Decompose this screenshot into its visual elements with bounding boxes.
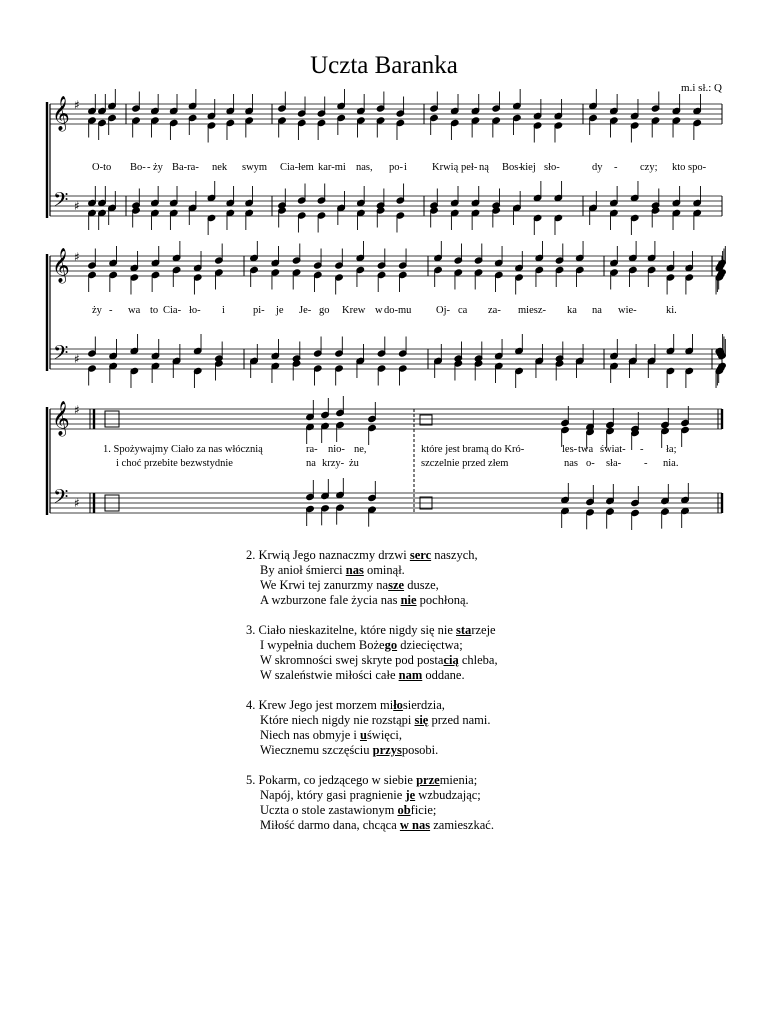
bass-clef-icon: 𝄢 <box>53 341 69 369</box>
verse-text: oddane. <box>422 668 465 682</box>
refrain-syllable: les- <box>562 444 578 455</box>
stanza-line <box>246 818 498 833</box>
refrain-syllable: które jest bramą do Kró- <box>421 444 525 455</box>
sharp-icon: ♯ <box>74 496 80 510</box>
page-title: Uczta Baranka <box>310 52 458 79</box>
lyric-syllable: ło- <box>189 305 201 316</box>
emphasized-syllable: ob <box>397 803 411 817</box>
lyric-syllable: i <box>404 162 407 173</box>
sharp-icon: ♯ <box>74 352 80 366</box>
stanza-number: 2. <box>246 548 259 562</box>
bass-clef-icon: 𝄢 <box>53 485 69 513</box>
lyric-syllable: Krew <box>342 305 366 316</box>
lyric-syllable: Cia-łem <box>280 162 314 173</box>
emphasized-syllable: nie <box>400 593 417 607</box>
refrain-syllable: - <box>644 458 648 469</box>
lyric-syllable: nek <box>212 162 228 173</box>
stanza-line <box>246 593 498 608</box>
lyric-syllable: - <box>147 162 151 173</box>
lyric-syllable: nas, <box>356 162 373 173</box>
refrain-syllable: żu <box>349 458 359 469</box>
verse-text: posobi. <box>401 743 439 757</box>
lyric-syllable: ki. <box>666 305 677 316</box>
lyric-syllable: peł- <box>461 162 478 173</box>
verse-text: sierdzia, <box>402 698 445 712</box>
verse-text: Wiecznemu szczęściu <box>260 743 373 757</box>
verse-text: rzeje <box>471 623 496 637</box>
verse-text: Niech nas obmyje i <box>260 728 360 742</box>
bass-clef-icon: 𝄢 <box>53 188 69 216</box>
stanza-line <box>246 668 498 683</box>
lyric-syllable: Je- <box>299 305 312 316</box>
lyric-syllable: kar-mi <box>318 162 346 173</box>
lyric-syllable: w <box>375 305 383 316</box>
stanza-line <box>246 623 498 638</box>
emphasized-syllable: nas <box>345 563 364 577</box>
lyric-syllable: do-mu <box>384 305 412 316</box>
stanza-number: 3. <box>246 623 259 637</box>
verse-text: naszych, <box>431 548 478 562</box>
lyric-syllable: Bo- <box>130 162 146 173</box>
sharp-icon: ♯ <box>74 250 80 264</box>
stanza <box>246 698 498 758</box>
breve-note <box>420 415 432 425</box>
sharp-icon: ♯ <box>74 98 80 112</box>
verse-text: Które niech nigdy nie rozstąpi <box>260 713 415 727</box>
emphasized-syllable: u <box>359 728 367 742</box>
verse-text: W szaleństwie miłości całe <box>260 668 399 682</box>
stanza-line <box>246 698 498 713</box>
refrain-syllable: szczelnie przed złem <box>421 458 509 469</box>
lyric-syllable: - <box>614 162 618 173</box>
refrain-syllable: sła- <box>606 458 622 469</box>
lyric-syllable: na <box>592 305 602 316</box>
lyric-syllable: ca <box>458 305 468 316</box>
stanza <box>246 623 498 683</box>
credit: m.i sł.: Q <box>681 82 722 94</box>
treble-clef-icon: 𝄞 <box>52 401 70 436</box>
verse-text: Krew Jego jest morzem mi <box>258 698 394 712</box>
verse-text: A wzburzone fale życia nas <box>260 593 401 607</box>
refrain-syllable: 1. Spożywajmy Ciało za nas włócznią <box>103 444 263 455</box>
refrain-syllable: i choć przebite bezwstydnie <box>116 458 233 469</box>
refrain-syllable: ne, <box>354 444 367 455</box>
lyric-syllable: Krwią <box>432 162 459 173</box>
verse-text: I wypełnia duchem Boże <box>260 638 385 652</box>
verse-text: święci, <box>366 728 402 742</box>
stanza-line <box>246 803 498 818</box>
verse-text: Pokarm, co jedzącego w siebie <box>258 773 417 787</box>
refrain-syllable: o- <box>586 458 595 469</box>
lyric-syllable: go <box>319 305 330 316</box>
lyric-syllable: ną <box>479 162 489 173</box>
refrain-syllable: nia. <box>663 458 679 469</box>
stanza-line <box>246 653 498 668</box>
lyric-syllable: miesz- <box>518 305 546 316</box>
treble-clef-icon: 𝄞 <box>52 248 70 283</box>
lyric-syllable: i <box>222 305 225 316</box>
lyric-syllable: wa <box>128 305 141 316</box>
lyric-syllable: Oj- <box>436 305 450 316</box>
stanza-line <box>246 773 498 788</box>
verse-text: chleba, <box>458 653 498 667</box>
refrain-syllable: świat- <box>600 444 626 455</box>
verse-text: dziecięctwa; <box>397 638 463 652</box>
verse-text: Krwią Jego naznaczmy drzwi <box>258 548 410 562</box>
verse-text: By anioł śmierci <box>260 563 346 577</box>
refrain-syllable: nio- <box>328 444 345 455</box>
lyric-syllable: czy; <box>640 162 658 173</box>
lyric-syllable: po- <box>389 162 403 173</box>
emphasized-syllable: go <box>384 638 398 652</box>
stanza-line <box>246 563 498 578</box>
treble-clef-icon: 𝄞 <box>52 96 70 131</box>
verse-text: Miłość darmo dana, chcąca <box>260 818 400 832</box>
verse-text: pochłoną. <box>416 593 469 607</box>
stanza-line <box>246 548 498 563</box>
verse-text: Napój, który gasi pragnienie <box>260 788 406 802</box>
emphasized-syllable: sta <box>456 623 472 637</box>
stanza-line <box>246 728 498 743</box>
verse-text: mienia; <box>439 773 478 787</box>
lyric-syllable: ży <box>153 162 163 173</box>
verse-text: Ciało nieskazitelne, które nigdy się nie <box>258 623 457 637</box>
stanza-number: 5. <box>246 773 259 787</box>
lyric-syllable: ży <box>92 305 102 316</box>
lyric-syllable: kto <box>672 162 686 173</box>
emphasized-syllable: prze <box>416 773 440 787</box>
verses <box>246 548 498 848</box>
refrain-syllable: ła; <box>666 444 677 455</box>
lyric-syllable: sło- <box>544 162 560 173</box>
stanza <box>246 548 498 608</box>
lyric-syllable: to <box>150 305 159 316</box>
lyric-syllable: - <box>109 305 113 316</box>
sharp-icon: ♯ <box>74 199 80 213</box>
verse-text: dusze, <box>404 578 439 592</box>
emphasized-syllable: serc <box>409 548 432 562</box>
lyric-syllable: wie- <box>618 305 637 316</box>
lyric-syllable: spo- <box>688 162 707 173</box>
lyric-syllable: Cia- <box>163 305 182 316</box>
verse-text: ficie; <box>410 803 437 817</box>
refrain-syllable: krzy- <box>322 458 345 469</box>
emphasized-syllable: je <box>405 788 416 802</box>
emphasized-syllable: się <box>414 713 429 727</box>
emphasized-syllable: przys <box>372 743 402 757</box>
lyric-syllable: ka <box>567 305 577 316</box>
verse-text: wzbudzając; <box>415 788 481 802</box>
stanza-line <box>246 713 498 728</box>
verse-text: W skromności swej skryte pod posta <box>260 653 444 667</box>
stanza-line <box>246 743 498 758</box>
refrain-syllable: ra- <box>306 444 318 455</box>
emphasized-syllable: cią <box>443 653 459 667</box>
stanza <box>246 773 498 833</box>
lyric-syllable: O-to <box>92 162 112 173</box>
stanza-number: 4. <box>246 698 259 712</box>
verse-text: przed nami. <box>428 713 491 727</box>
refrain-syllable: na <box>306 458 316 469</box>
refrain-syllable: - <box>640 444 644 455</box>
emphasized-syllable: sze <box>388 578 405 592</box>
emphasized-syllable: nam <box>398 668 423 682</box>
lyric-syllable: dy <box>592 162 603 173</box>
lyric-syllable: je <box>276 305 284 316</box>
verse-text: zamieszkać. <box>430 818 494 832</box>
refrain-syllable: nas <box>564 458 578 469</box>
stanza-line <box>246 788 498 803</box>
lyric-syllable: Bos- <box>502 162 522 173</box>
verse-text: Uczta o stole zastawionym <box>260 803 398 817</box>
lyric-syllable: swym <box>242 162 268 173</box>
sharp-icon: ♯ <box>74 403 80 417</box>
verse-text: ominął. <box>363 563 405 577</box>
stanza-line <box>246 578 498 593</box>
stanza-line <box>246 638 498 653</box>
refrain-syllable: twa <box>578 444 594 455</box>
lyric-syllable: kiej <box>520 162 536 173</box>
lyric-syllable: za- <box>488 305 501 316</box>
emphasized-syllable: w nas <box>399 818 431 832</box>
lyric-syllable: Ba-ra- <box>172 162 199 173</box>
emphasized-syllable: ło <box>393 698 403 712</box>
verse-text: We Krwi tej zanurzmy na <box>260 578 389 592</box>
lyric-syllable: pi- <box>253 305 265 316</box>
